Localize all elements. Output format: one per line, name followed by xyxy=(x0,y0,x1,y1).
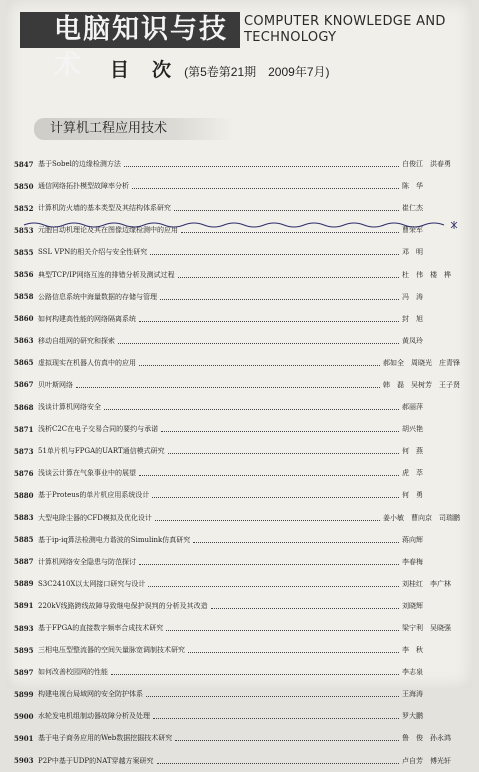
article-author: 李 秋 xyxy=(402,646,423,655)
dot-leader xyxy=(150,253,399,255)
dot-leader xyxy=(211,607,399,609)
dot-leader xyxy=(132,187,399,189)
toc-label: 目 次 xyxy=(110,59,174,81)
toc-heading xyxy=(110,55,330,82)
toc-entry xyxy=(14,308,460,330)
toc-entry xyxy=(14,617,460,639)
toc-entry xyxy=(14,352,460,374)
toc-entry xyxy=(14,330,460,352)
toc-entry xyxy=(14,396,460,418)
article-author: 曹荣军 xyxy=(402,226,423,235)
dot-leader xyxy=(139,474,399,476)
article-author: 罗大鹏 xyxy=(402,712,423,721)
toc-entry xyxy=(14,418,460,440)
article-title: 220kV线路跨线故障导致继电保护误判的分析及其改造 xyxy=(38,601,208,610)
article-author: 邓 明 xyxy=(402,248,423,257)
article-author: 卢自芳 傅光轩 xyxy=(402,756,451,765)
toc-entry xyxy=(14,639,460,661)
toc-entry xyxy=(14,440,460,462)
dot-leader xyxy=(76,386,380,388)
dot-leader xyxy=(166,629,399,631)
article-author: 虎 萃 xyxy=(402,469,423,478)
toc-entry xyxy=(14,573,460,595)
page-number: 5899 xyxy=(14,689,34,699)
article-title: 大型电除尘器的CFD模拟及优化设计 xyxy=(38,513,152,522)
journal-title-cn: 电脑知识与技术 xyxy=(20,12,240,48)
page-number: 5880 xyxy=(14,490,34,500)
page-number: 5858 xyxy=(14,292,34,302)
article-title: 基于Proteus的单片机应用系统设计 xyxy=(38,491,150,500)
article-title: 通信网络拓扑模型故障率分析 xyxy=(38,182,129,191)
article-author: 王海涛 xyxy=(402,690,423,699)
toc-entry xyxy=(14,374,460,396)
article-author: 韩 磊 吴树芳 王子贤 xyxy=(383,380,460,389)
toc-entry xyxy=(14,507,460,529)
dot-leader xyxy=(178,276,399,278)
dot-leader xyxy=(118,342,399,344)
dot-leader xyxy=(124,165,399,167)
dot-leader xyxy=(155,519,380,521)
article-title: 51单片机与FPGA的UART通信模式研究 xyxy=(38,447,165,456)
toc-entry xyxy=(14,153,460,175)
article-title: 基于FPGA的直接数字频率合成技术研究 xyxy=(38,624,164,633)
article-title: 虚拟现实在机器人仿真中的应用 xyxy=(38,358,136,367)
article-author: 白俊江 洪春勇 xyxy=(402,160,451,169)
article-author: 何 勇 xyxy=(402,491,423,500)
dot-leader xyxy=(175,739,399,741)
article-author: 陈 华 xyxy=(402,182,423,191)
article-author: 刘桂红 李广林 xyxy=(402,579,451,588)
article-title: 三相电压型整流器的空间矢量脉宽调制技术研究 xyxy=(38,646,185,655)
article-author: 梁宁利 吴晓强 xyxy=(402,624,451,633)
article-author: 姜小敏 曹向京 司瑞鹏 xyxy=(383,513,460,522)
dot-leader xyxy=(193,541,399,543)
article-title: 如何改善校园网的性能 xyxy=(38,668,108,677)
issue-info: (第5卷第21期 2009年7月) xyxy=(184,65,330,79)
toc-entry xyxy=(14,286,460,308)
article-title: SSL VPN的相关介绍与安全性研究 xyxy=(38,248,148,257)
toc-entry xyxy=(14,241,460,263)
article-title: 浅谈云计算在气象事业中的展望 xyxy=(38,469,136,478)
dot-leader xyxy=(139,320,399,322)
dot-leader xyxy=(161,430,399,432)
article-title: S3C2410X以太网接口研究与设计 xyxy=(38,579,146,588)
page-number: 5847 xyxy=(14,159,34,169)
toc-entry xyxy=(14,462,460,484)
toc-entry xyxy=(14,661,460,683)
article-title: 贝叶斯网络 xyxy=(38,380,73,389)
page-number: 5868 xyxy=(14,402,34,412)
dot-leader xyxy=(152,496,399,498)
handwritten-underline xyxy=(14,220,462,230)
article-author: 郝如全 周晓光 庄青锋 xyxy=(383,358,460,367)
article-title: 基于ip-iq算法检测电力谐波的Simulink仿真研究 xyxy=(38,535,191,544)
article-author: 鲁 俊 孙永鸿 xyxy=(402,734,451,743)
journal-title-en: COMPUTER KNOWLEDGE AND TECHNOLOGY xyxy=(244,14,446,45)
dot-leader xyxy=(139,364,380,366)
article-author: 郝丽萍 xyxy=(402,403,423,412)
article-title: 公路信息系统中海量数据的存储与管理 xyxy=(38,292,157,301)
article-title: 计算机网络安全隐患与防范探讨 xyxy=(38,557,136,566)
page-number: 5903 xyxy=(14,756,34,766)
toc-entry xyxy=(14,705,460,727)
article-title: 基于Sobel的边缘检测方法 xyxy=(38,160,121,169)
page-number: 5855 xyxy=(14,247,34,257)
page-number: 5887 xyxy=(14,557,34,567)
article-title: 基于电子商务应用的Web数据挖掘技术研究 xyxy=(38,734,173,743)
toc-entry xyxy=(14,484,460,506)
page-number: 5860 xyxy=(14,314,34,324)
article-title: 典型TCP/IP网络互连的排错分析及测试过程 xyxy=(38,270,175,279)
page-number: 5852 xyxy=(14,203,34,213)
toc-entry xyxy=(14,263,460,285)
dot-leader xyxy=(146,695,399,697)
toc-entry xyxy=(14,551,460,573)
page-number: 5897 xyxy=(14,667,34,677)
dot-leader xyxy=(157,762,399,764)
page-number: 5871 xyxy=(14,424,34,434)
toc-entry xyxy=(14,595,460,617)
dot-leader xyxy=(153,717,399,719)
dot-leader xyxy=(139,563,399,565)
article-title: 计算机防火墙的基本类型及其结构体系研究 xyxy=(38,204,171,213)
section-title: 计算机工程应用技术 xyxy=(34,118,234,140)
page-number: 5901 xyxy=(14,733,34,743)
article-author: 崔仁杰 xyxy=(402,204,423,213)
toc-entry xyxy=(14,727,460,749)
page-number: 5889 xyxy=(14,579,34,589)
page-number: 5856 xyxy=(14,270,34,280)
article-author: 何 燕 xyxy=(402,447,423,456)
page-number: 5867 xyxy=(14,380,34,390)
toc-entry xyxy=(14,197,460,219)
dot-leader xyxy=(188,651,399,653)
article-author: 李志泉 xyxy=(402,668,423,677)
article-title: 元胞自动机理论及其在图像边缘检测中的应用 xyxy=(38,226,178,235)
toc-entry xyxy=(14,529,460,551)
article-author: 冯 涛 xyxy=(402,292,423,301)
article-title: 移动自组网的研究和探索 xyxy=(38,336,115,345)
article-title: 水轮发电机组制动器故障分析及处理 xyxy=(38,712,150,721)
article-author: 黄凤玲 xyxy=(402,336,423,345)
article-title: 浅谈计算机网络安全 xyxy=(38,403,101,412)
dot-leader xyxy=(111,673,399,675)
article-author: 胡兴艳 xyxy=(402,425,423,434)
article-author: 封 旭 xyxy=(402,314,423,323)
page-number: 5893 xyxy=(14,623,34,633)
page-number: 5876 xyxy=(14,468,34,478)
page-number: 5900 xyxy=(14,711,34,721)
dot-leader xyxy=(160,298,399,300)
article-author: 刘晓辉 xyxy=(402,601,423,610)
page-number: 5873 xyxy=(14,446,34,456)
article-title: 如何构建高性能的网络隔离系统 xyxy=(38,314,136,323)
page-number: 5891 xyxy=(14,601,34,611)
page-number: 5885 xyxy=(14,535,34,545)
dot-leader xyxy=(168,452,399,454)
toc-list xyxy=(14,153,460,772)
page-number: 5895 xyxy=(14,645,34,655)
page-number: 5883 xyxy=(14,513,34,523)
article-author: 杜 伟 楼 桦 xyxy=(402,270,451,279)
article-author: 蒋向辉 xyxy=(402,535,423,544)
dot-leader xyxy=(104,408,399,410)
toc-entry xyxy=(14,683,460,705)
toc-entry xyxy=(14,750,460,772)
page-number: 5865 xyxy=(14,358,34,368)
article-title: 浅析C2C在电子交易合同的要约与承诺 xyxy=(38,425,159,434)
page-number: 5850 xyxy=(14,181,34,191)
toc-entry xyxy=(14,175,460,197)
article-author: 李春梅 xyxy=(402,557,423,566)
article-title: 构建电视台局域网的安全防护体系 xyxy=(38,690,143,699)
dot-leader xyxy=(148,585,399,587)
page-number: 5853 xyxy=(14,225,34,235)
page-number: 5863 xyxy=(14,336,34,346)
dot-leader xyxy=(174,209,399,211)
article-title: P2P中基于UDP的NAT穿越方案研究 xyxy=(38,756,154,765)
dot-leader xyxy=(181,231,399,233)
